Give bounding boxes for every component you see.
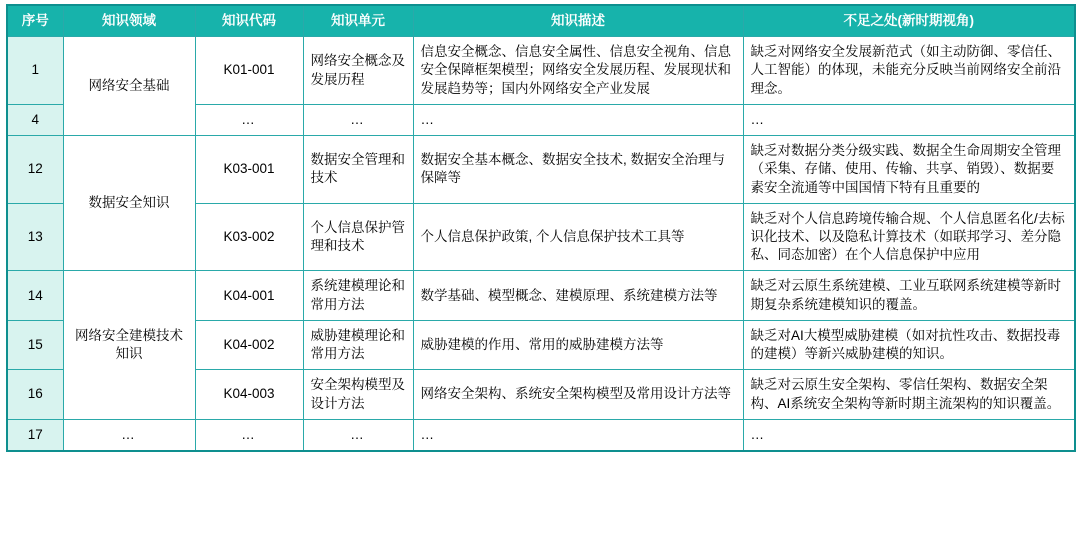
cell-unit: 个人信息保护管理和技术 (303, 203, 413, 271)
column-header-gap: 不足之处(新时期视角) (743, 5, 1075, 37)
cell-index: 13 (7, 203, 63, 271)
cell-gap: 缺乏对网络安全发展新范式（如主动防御、零信任、人工智能）的体现，未能充分反映当前网络安全前沿理念。 (743, 37, 1075, 105)
cell-unit: … (303, 104, 413, 135)
cell-gap: 缺乏对数据分类分级实践、数据全生命周期安全管理（采集、存储、使用、传输、共享、销毁）、数据要素安全流通等中国国情下特有且重要的 (743, 136, 1075, 204)
cell-unit: 系统建模理论和常用方法 (303, 271, 413, 320)
cell-index: 4 (7, 104, 63, 135)
cell-description: 威胁建模的作用、常用的威胁建模方法等 (413, 320, 743, 369)
cell-domain: 数据安全知识 (63, 136, 195, 271)
cell-code: K04-001 (195, 271, 303, 320)
cell-description: 数学基础、模型概念、建模原理、系统建模方法等 (413, 271, 743, 320)
column-header-index: 序号 (7, 5, 63, 37)
knowledge-domain-table (6, 4, 1076, 452)
cell-description: 信息安全概念、信息安全属性、信息安全视角、信息安全保障框架模型；网络安全发展历程、发展现状和发展趋势等；国内外网络安全产业发展 (413, 37, 743, 105)
cell-index: 15 (7, 320, 63, 369)
cell-unit: 安全架构模型及设计方法 (303, 370, 413, 419)
cell-description: … (413, 419, 743, 451)
cell-gap: … (743, 104, 1075, 135)
column-header-unit: 知识单元 (303, 5, 413, 37)
cell-gap: 缺乏对云原生系统建模、工业互联网系统建模等新时期复杂系统建模知识的覆盖。 (743, 271, 1075, 320)
cell-index: 17 (7, 419, 63, 451)
cell-unit: 威胁建模理论和常用方法 (303, 320, 413, 369)
cell-unit: 网络安全概念及发展历程 (303, 37, 413, 105)
cell-gap: … (743, 419, 1075, 451)
cell-domain: 网络安全建模技术知识 (63, 271, 195, 419)
cell-code: K03-001 (195, 136, 303, 204)
cell-index: 12 (7, 136, 63, 204)
column-header-domain: 知识领域 (63, 5, 195, 37)
cell-unit: … (303, 419, 413, 451)
cell-gap: 缺乏对AI大模型威胁建模（如对抗性攻击、数据投毒的建模）等新兴威胁建模的知识。 (743, 320, 1075, 369)
cell-index: 16 (7, 370, 63, 419)
column-header-description: 知识描述 (413, 5, 743, 37)
cell-index: 1 (7, 37, 63, 105)
cell-code: K03-002 (195, 203, 303, 271)
table-header (7, 5, 1075, 37)
table-row (7, 136, 1075, 204)
cell-domain: 网络安全基础 (63, 37, 195, 136)
table-row (7, 37, 1075, 105)
cell-description: 网络安全架构、系统安全架构模型及常用设计方法等 (413, 370, 743, 419)
cell-gap: 缺乏对个人信息跨境传输合规、个人信息匿名化/去标识化技术、以及隐私计算技术（如联邦学习、差分隐私、同态加密）在个人信息保护中应用 (743, 203, 1075, 271)
cell-code: … (195, 419, 303, 451)
cell-index: 14 (7, 271, 63, 320)
cell-gap: 缺乏对云原生安全架构、零信任架构、数据安全架构、AI系统安全架构等新时期主流架构的知识覆盖。 (743, 370, 1075, 419)
cell-code: K04-002 (195, 320, 303, 369)
cell-code: K04-003 (195, 370, 303, 419)
cell-code: … (195, 104, 303, 135)
table-body (7, 37, 1075, 451)
cell-description: … (413, 104, 743, 135)
column-header-code: 知识代码 (195, 5, 303, 37)
cell-code: K01-001 (195, 37, 303, 105)
table-row (7, 271, 1075, 320)
cell-description: 数据安全基本概念、数据安全技术, 数据安全治理与保障等 (413, 136, 743, 204)
table-row (7, 419, 1075, 451)
table-header-row (7, 5, 1075, 37)
cell-unit: 数据安全管理和技术 (303, 136, 413, 204)
cell-domain: … (63, 419, 195, 451)
cell-description: 个人信息保护政策, 个人信息保护技术工具等 (413, 203, 743, 271)
